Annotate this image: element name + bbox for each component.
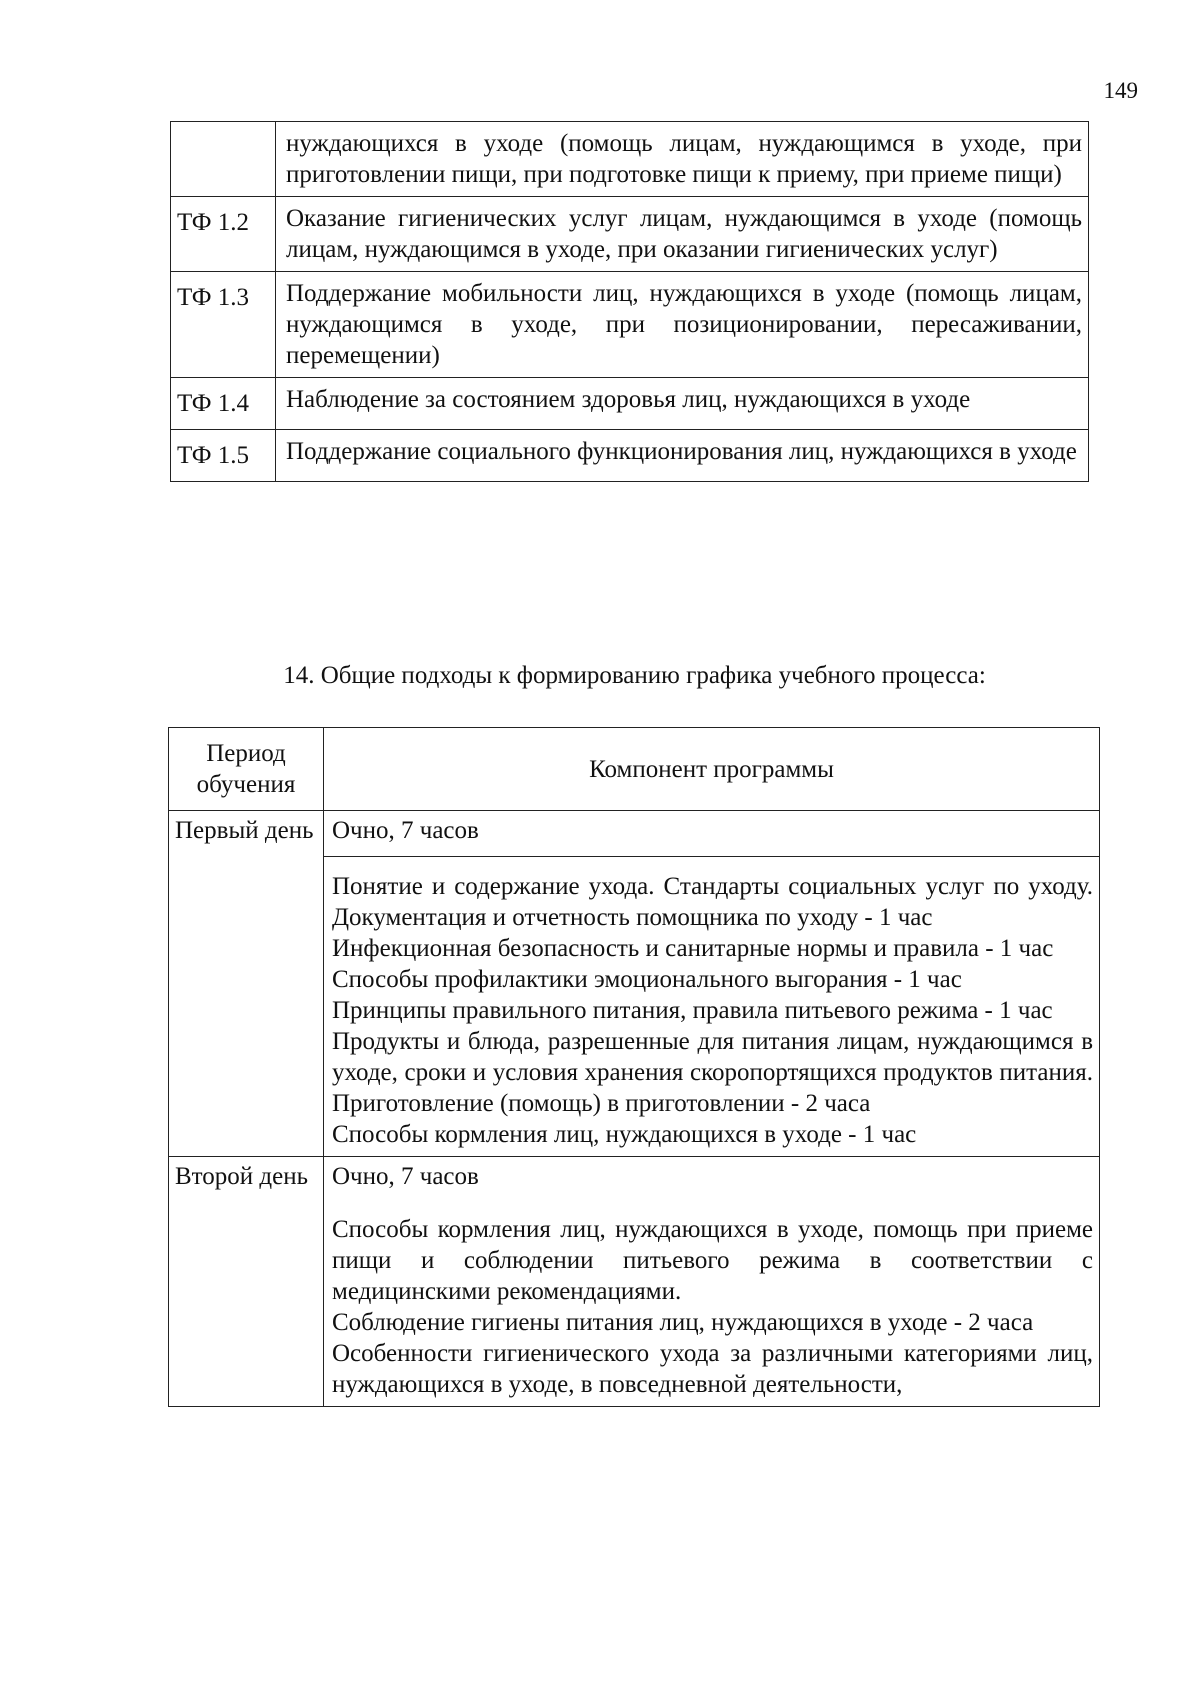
function-description: Наблюдение за состоянием здоровья лиц, нуждающихся в уходе xyxy=(276,378,1089,430)
topic-item: Инфекционная безопасность и санитарные нормы и правила - 1 час xyxy=(332,935,1054,962)
function-description: нуждающихся в уходе (помощь лицам, нуждающимся в уходе, при приготовлении пищи, при подготовке пищи к приему, при приеме пищи) xyxy=(276,122,1089,197)
table-row xyxy=(171,430,1089,482)
page-number: 149 xyxy=(1103,78,1138,103)
period-cell: Второй день xyxy=(169,1157,324,1407)
topic-item: Понятие и содержание ухода. Стандарты социальных услуг по уходу. Документация и отчетность помощника по уходу - 1 час xyxy=(332,873,1093,931)
function-code: ТФ 1.2 xyxy=(171,197,276,272)
table-row xyxy=(169,1157,1100,1407)
topic-item: Особенности гигиенического ухода за различными категориями лиц, нуждающихся в уходе, в повседневной деятельности, xyxy=(332,1340,1093,1398)
function-description: Оказание гигиенических услуг лицам, нуждающимся в уходе (помощь лицам, нуждающимся в уходе, при оказании гигиенических услуг) xyxy=(276,197,1089,272)
study-mode: Очно, 7 часов xyxy=(332,1163,479,1190)
topic-item: Продукты и блюда, разрешенные для питания лицам, нуждающимся в уходе, сроки и условия хранения скоропортящихся продуктов питания. Приготовление (помощь) в приготовлении - 2 часа xyxy=(332,1028,1093,1117)
component-cell xyxy=(324,811,1100,1157)
function-code xyxy=(171,122,276,197)
topic-item: Способы профилактики эмоционального выгорания - 1 час xyxy=(332,966,962,993)
topic-item: Принципы правильного питания, правила питьевого режима - 1 час xyxy=(332,997,1053,1024)
topic-item: Способы кормления лиц, нуждающихся в уходе, помощь при приеме пищи и соблюдении питьевого режима в соответствии с медицинскими рекомендациями. xyxy=(332,1216,1093,1305)
functions-table xyxy=(170,121,1089,482)
function-description: Поддержание мобильности лиц, нуждающихся в уходе (помощь лицам, нуждающимся в уходе, при позиционировании, пересаживании, перемещении) xyxy=(276,272,1089,378)
function-code: ТФ 1.5 xyxy=(171,430,276,482)
table-row xyxy=(171,378,1089,430)
period-cell: Первый день xyxy=(169,811,324,1157)
table-row xyxy=(169,811,1100,1157)
function-code: ТФ 1.3 xyxy=(171,272,276,378)
table-row xyxy=(171,122,1089,197)
function-code: ТФ 1.4 xyxy=(171,378,276,430)
table-header-row xyxy=(169,728,1100,811)
column-header-period: Период обучения xyxy=(169,728,324,811)
component-cell xyxy=(324,1157,1100,1407)
table-row xyxy=(171,272,1089,378)
topic-item: Способы кормления лиц, нуждающихся в уходе - 1 час xyxy=(332,1121,917,1148)
topic-item: Соблюдение гигиены питания лиц, нуждающихся в уходе - 2 часа xyxy=(332,1309,1034,1336)
column-header-component: Компонент программы xyxy=(324,728,1100,811)
table-row xyxy=(171,197,1089,272)
section-heading: 14. Общие подходы к формированию графика учебного процесса: xyxy=(283,662,986,689)
schedule-table xyxy=(168,727,1100,1407)
study-mode: Очно, 7 часов xyxy=(324,815,1099,857)
function-description: Поддержание социального функционирования лиц, нуждающихся в уходе xyxy=(276,430,1089,482)
